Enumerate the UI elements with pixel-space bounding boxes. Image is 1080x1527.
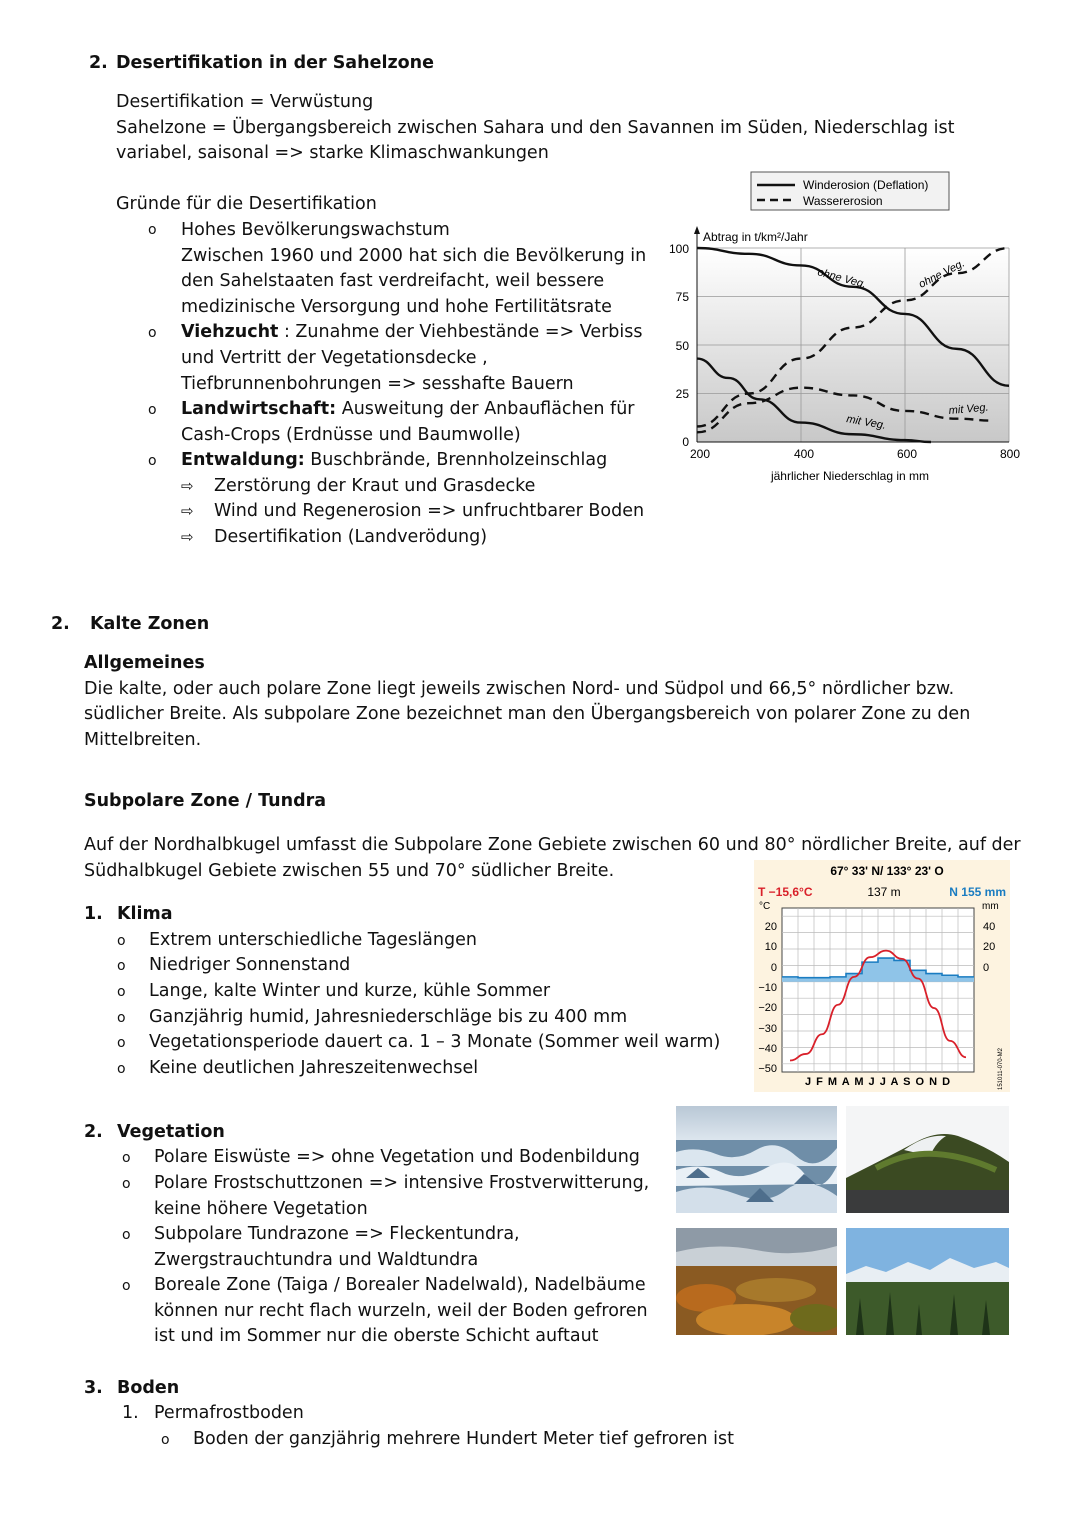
- x-tick-label: 400: [793, 447, 815, 461]
- subheading: Boden: [117, 1378, 180, 1398]
- list-item: Hohes Bevölkerungswachstum: [181, 220, 450, 240]
- subheading: Subpolare Zone / Tundra: [84, 791, 327, 811]
- curve-label: ohne Veg.: [816, 266, 868, 291]
- curve-label: mit Veg.: [845, 413, 887, 432]
- definition-text: Sahelzone = Übergangsbereich zwischen Sahara und den Savannen im Süden, Niederschlag ist: [116, 118, 955, 138]
- t-tick-label: −30: [758, 1023, 777, 1035]
- list-text: den Sahelstaaten fast verdreifacht, weil bessere: [181, 271, 605, 291]
- y-tick-label: 100: [668, 242, 689, 256]
- section-title: Kalte Zonen: [90, 614, 210, 634]
- list-item: Permafrostboden: [154, 1403, 304, 1423]
- list-text: keine höhere Vegetation: [154, 1199, 368, 1219]
- t-tick-label: 10: [764, 941, 777, 953]
- consequence-text: Wind und Regenerosion => unfruchtbarer Boden: [214, 501, 645, 521]
- bold-term: Entwaldung:: [181, 450, 305, 470]
- definition-text: Desertifikation = Verwüstung: [116, 92, 374, 112]
- station-height: 137 m: [867, 885, 901, 899]
- climate-chart: [754, 860, 1010, 1092]
- x-tick-label: 800: [999, 447, 1021, 461]
- list-number: 1.: [122, 1403, 139, 1423]
- subheading: Vegetation: [117, 1122, 225, 1142]
- mm-tick-label: 40: [983, 921, 996, 933]
- x-tick-label: 600: [896, 447, 918, 461]
- list-text: Tiefbrunnenbohrungen => sesshafte Bauern: [181, 374, 574, 394]
- list-text: Cash-Crops (Erdnüsse und Baumwolle): [181, 425, 521, 445]
- section-title: Desertifikation in der Sahelzone: [116, 53, 434, 73]
- bold-term: Landwirtschaft:: [181, 399, 337, 419]
- mm-tick-label: 20: [983, 941, 996, 953]
- x-axis-label: jährlicher Niederschlag in mm: [770, 469, 930, 483]
- list-item: Extrem unterschiedliche Tageslängen: [149, 930, 477, 950]
- list-text: und Vertritt der Vegetationsdecke ,: [181, 348, 488, 368]
- y-axis-label: Abtrag in t/km²/Jahr: [703, 230, 808, 244]
- definition-text: variabel, saisonal => starke Klimaschwankungen: [116, 143, 549, 163]
- unit-celsius: °C: [759, 901, 771, 912]
- t-tick-label: −10: [758, 982, 777, 994]
- list-text: Ausweitung der Anbauflächen für: [336, 399, 635, 419]
- list-item: [181, 447, 607, 473]
- y-tick-label: 0: [682, 435, 689, 449]
- mm-tick-label: 0: [983, 962, 990, 974]
- subheading: Gründe für die Desertifikation: [116, 194, 377, 214]
- list-item: Boreale Zone (Taiga / Borealer Nadelwald), Nadelbäume: [154, 1275, 646, 1295]
- list-item: [181, 319, 643, 345]
- bullet: o: [117, 1061, 126, 1077]
- t-tick-label: 20: [764, 921, 777, 933]
- list-text: medizinische Versorgung und hohe Fertilitätsrate: [181, 297, 612, 317]
- t-tick-label: −20: [758, 1002, 777, 1014]
- list-number: 1.: [84, 904, 103, 924]
- paragraph-line: Die kalte, oder auch polare Zone liegt jeweils zwischen Nord- und Südpol und 66,5° nördlicher bzw.: [84, 679, 955, 699]
- list-text: Buschbrände, Brennholzeinschlag: [304, 450, 608, 470]
- precipitation-summary: N 155 mm: [949, 885, 1006, 899]
- t-tick-label: −40: [758, 1043, 777, 1055]
- tundra-photo: [676, 1228, 837, 1335]
- list-text: Zwergstrauchtundra und Waldtundra: [154, 1250, 479, 1270]
- bullet: o: [117, 958, 126, 974]
- bold-term: Viehzucht: [181, 322, 279, 342]
- y-tick-label: 50: [675, 339, 689, 353]
- list-item: Polare Frostschuttzonen => intensive Frostverwitterung,: [154, 1173, 650, 1193]
- paragraph-line: Südhalbkugel Gebiete zwischen 55 und 70° südlicher Breite.: [84, 861, 615, 881]
- subheading: Klima: [117, 904, 173, 924]
- paragraph-line: Mittelbreiten.: [84, 730, 202, 750]
- arrow-icon: ⇨: [181, 477, 194, 495]
- list-number: 2.: [84, 1122, 103, 1142]
- bullet: o: [148, 453, 157, 469]
- bullet: o: [148, 222, 157, 238]
- precipitation-bar: [942, 975, 958, 982]
- precipitation-bar: [926, 974, 942, 982]
- curve-label: mit Veg.: [948, 401, 990, 417]
- section-number: 2.: [51, 614, 70, 634]
- temperature-summary: T −15,6°C: [758, 885, 813, 899]
- bullet: o: [117, 1010, 126, 1026]
- t-tick-label: −50: [758, 1063, 777, 1075]
- arrow-icon: ⇨: [181, 528, 194, 546]
- section-number: 2.: [89, 53, 108, 73]
- bullet: o: [122, 1150, 131, 1166]
- list-number: 3.: [84, 1378, 103, 1398]
- legend-entry: Wassererosion: [803, 194, 883, 208]
- consequence-text: Zerstörung der Kraut und Grasdecke: [214, 476, 536, 496]
- bullet: o: [117, 984, 126, 1000]
- list-text: können nur recht flach wurzeln, weil der Boden gefroren: [154, 1301, 648, 1321]
- list-item: Keine deutlichen Jahreszeitenwechsel: [149, 1058, 479, 1078]
- list-text: ist und im Sommer nur die oberste Schicht auftaut: [154, 1326, 599, 1346]
- legend-entry: Winderosion (Deflation): [803, 178, 929, 192]
- list-item: [181, 396, 635, 422]
- list-text: : Zunahme der Viehbestände => Verbiss: [278, 322, 643, 342]
- list-item: Polare Eiswüste => ohne Vegetation und Bodenbildung: [154, 1147, 640, 1167]
- list-item: Lange, kalte Winter und kurze, kühle Sommer: [149, 981, 551, 1001]
- frost-debris-zone-photo: [846, 1106, 1009, 1213]
- list-item: Ganzjährig humid, Jahresniederschläge bis zu 400 mm: [149, 1007, 628, 1027]
- ice-desert-photo: [676, 1106, 837, 1213]
- x-tick-label: 200: [689, 447, 711, 461]
- bullet: o: [122, 1227, 131, 1243]
- list-item: Vegetationsperiode dauert ca. 1 – 3 Monate (Sommer weil warm): [149, 1032, 721, 1052]
- unit-mm: mm: [982, 901, 999, 912]
- list-item: Subpolare Tundrazone => Fleckentundra,: [154, 1224, 520, 1244]
- chart-title: 67° 33' N/ 133° 23' O: [830, 864, 944, 878]
- arrow-icon: ⇨: [181, 502, 194, 520]
- erosion-chart: [660, 168, 1030, 490]
- list-item: Boden der ganzjährig mehrere Hundert Meter tief gefroren ist: [193, 1429, 734, 1449]
- y-tick-label: 75: [675, 290, 689, 304]
- bullet: o: [122, 1278, 131, 1294]
- precipitation-bar: [878, 958, 894, 982]
- list-text: Zwischen 1960 und 2000 hat sich die Bevölkerung in: [181, 246, 647, 266]
- bullet: o: [122, 1176, 131, 1192]
- bullet: o: [148, 325, 157, 341]
- y-tick-label: 25: [675, 387, 689, 401]
- bullet: o: [117, 1035, 126, 1051]
- t-tick-label: 0: [770, 962, 777, 974]
- list-item: Niedriger Sonnenstand: [149, 955, 351, 975]
- figure-code: 151011-070-M2: [998, 1048, 1004, 1090]
- precipitation-bar: [862, 962, 878, 982]
- bullet: o: [148, 402, 157, 418]
- subheading: Allgemeines: [84, 653, 205, 673]
- bullet: o: [161, 1432, 170, 1448]
- taiga-photo: [846, 1228, 1009, 1335]
- paragraph-line: südlicher Breite. Als subpolare Zone bezeichnet man den Übergangsbereich von polarer Zone zu den: [84, 704, 971, 724]
- consequence-text: Desertifikation (Landverödung): [214, 527, 488, 547]
- month-labels: J F M A M J J A S O N D: [804, 1076, 952, 1088]
- curve-label: ohne Veg.: [916, 257, 967, 291]
- paragraph-line: Auf der Nordhalbkugel umfasst die Subpolare Zone Gebiete zwischen 60 und 80° nördlicher Breite, auf der: [84, 835, 1021, 855]
- bullet: o: [117, 933, 126, 949]
- y-axis-arrow-icon: [694, 226, 700, 234]
